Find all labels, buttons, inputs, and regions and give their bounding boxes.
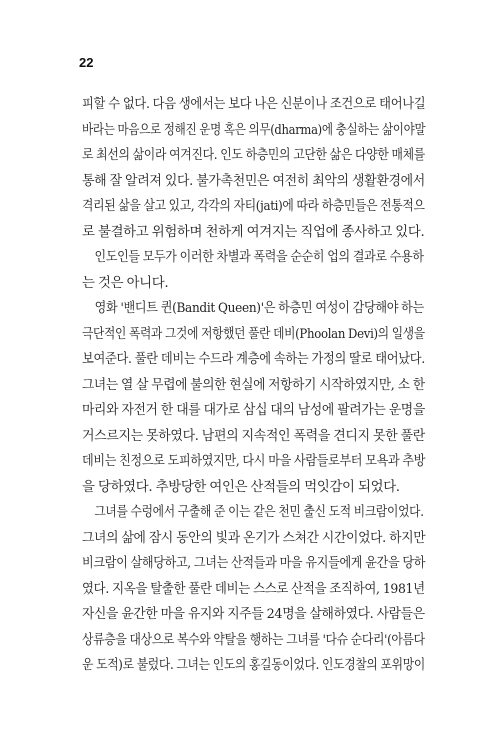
text-line: 영화 '밴디트 퀸(Bandit Queen)'은 하층민 여성이 감당해야 하는	[94, 301, 424, 316]
text-line: 비크람이 살해당하고, 그녀는 산적들과 마을 유지들에게 윤간을 당하	[82, 556, 426, 571]
page-number: 22	[79, 55, 94, 70]
text-line: 격리된 삶을 살고 있고, 각각의 자티(jati)에 따라 하층민들은 전통적으	[82, 199, 425, 214]
text-line: 바라는 마음으로 정해진 운명 혹은 의무(dharma)에 충실하는 삶이야말	[82, 122, 426, 138]
paragraph	[82, 296, 425, 500]
text-line: 그녀를 수렁에서 구출해 준 이는 같은 천민 출신 도적 비크람이었다.	[94, 505, 424, 520]
text-line: 데비는 친정으로 도피하였지만, 다시 마을 사람들로부터 모욕과 추방	[82, 454, 426, 469]
text-line: 극단적인 폭력과 그것에 저항했던 풀란 데비(Phoolan Devi)의 일생을	[82, 326, 425, 342]
text-line: 통해 잘 알려져 있다. 불가촉천민은 여전히 최악의 생활환경에서	[82, 173, 425, 189]
text-line: 을 당하였다. 추방당한 여인은 산적들의 먹잇감이 되었다.	[82, 479, 400, 495]
text-line: 상류층을 대상으로 복수와 약탈을 행하는 그녀를 '다슈 순다리'(아름다	[82, 632, 425, 648]
paragraph	[82, 92, 425, 245]
text-line: 는 것은 아니다.	[82, 275, 169, 291]
text-line: 그녀는 열 살 무렵에 불의한 현실에 저항하기 시작하였지만, 소 한	[82, 377, 425, 393]
text-line: 마리와 자전거 한 대를 대가로 삼십 대의 남성에 팔려가는 운명을	[82, 403, 425, 418]
text-line: 였다. 지옥을 탈출한 풀란 데비는 스스로 산적을 조직하여, 1981년	[82, 581, 425, 597]
body-text	[82, 92, 425, 679]
text-line: 보여준다. 풀란 데비는 수드라 계층에 속하는 가정의 딸로 태어났다.	[82, 352, 425, 367]
text-line: 로 불결하고 위험하며 천하게 여겨지는 직업에 종사하고 있다.	[82, 224, 425, 240]
text-line: 피할 수 없다. 다음 생에서는 보다 나은 신분이나 조건으로 태어나길	[82, 97, 426, 112]
text-line: 그녀의 삶에 잠시 동안의 빛과 온기가 스쳐간 시간이었다. 하지만	[82, 530, 426, 546]
paragraph	[82, 245, 425, 296]
text-line: 운 도적)로 불렀다. 그녀는 인도의 홍길동이었다. 인도경찰의 포위망이	[82, 658, 425, 673]
text-line: 자신을 윤간한 마을 유지와 지주들 24명을 살해하였다. 사람들은	[82, 607, 425, 622]
paragraph	[82, 500, 425, 679]
text-line: 인도인들 모두가 이러한 차별과 폭력을 순순히 업의 결과로 수용하	[94, 250, 424, 265]
text-line: 거스르지는 못하였다. 남편의 지속적인 폭력을 견디지 못한 풀란	[82, 428, 425, 444]
text-line: 로 최선의 삶이라 여겨진다. 인도 하층민의 고단한 삶은 다양한 매체를	[82, 148, 425, 163]
